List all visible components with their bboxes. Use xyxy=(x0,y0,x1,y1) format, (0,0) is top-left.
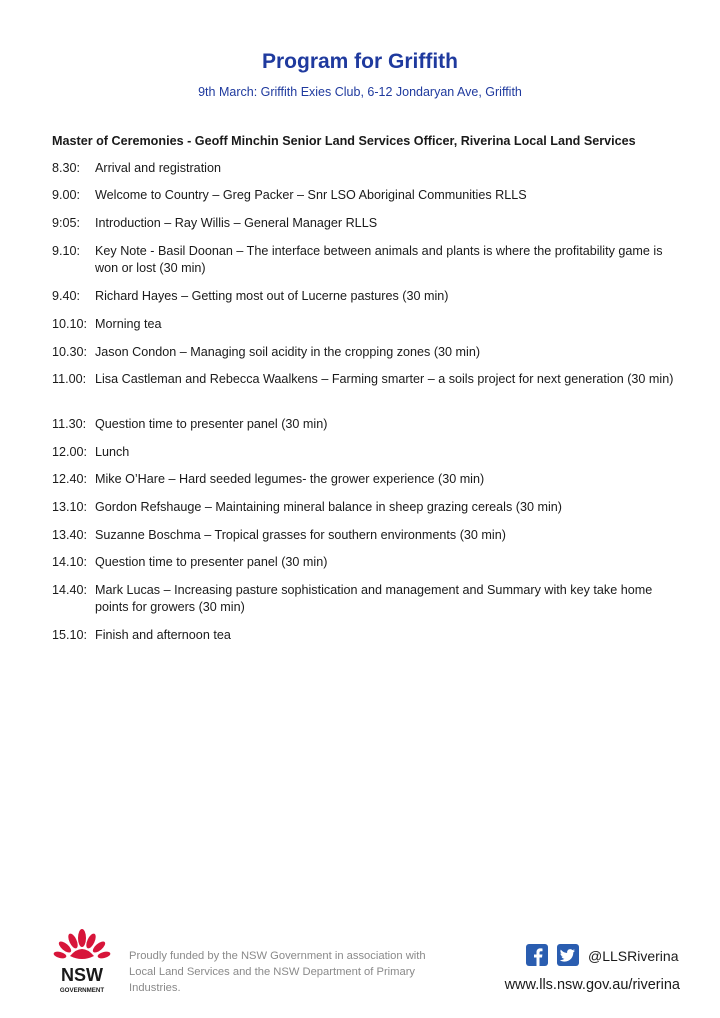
schedule-description: Question time to presenter panel (30 min) xyxy=(95,555,328,569)
government-logo-text: GOVERNMENT xyxy=(59,987,105,994)
schedule-time: 14.40: xyxy=(52,583,88,597)
schedule-time: 10.10: xyxy=(52,317,88,331)
schedule-description: Mike O’Hare – Hard seeded legumes- the grower experience (30 min) xyxy=(95,472,485,486)
schedule-time: 12.00: xyxy=(52,445,88,459)
schedule-time: 9:05: xyxy=(52,216,81,230)
website-link[interactable]: www.lls.nsw.gov.au/riverina xyxy=(504,977,680,993)
schedule-description: Lunch xyxy=(95,445,130,459)
schedule-description: Morning tea xyxy=(95,317,162,331)
schedule-description: Key Note - Basil Doonan – The interface between animals and plants is where the profitability game is won or lost (30 min) xyxy=(95,244,663,275)
facebook-glyph xyxy=(526,944,548,966)
master-of-ceremonies: Master of Ceremonies - Geoff Minchin Senior Land Services Officer, Riverina Local Land Services xyxy=(52,134,636,148)
schedule-time: 11.30: xyxy=(52,417,87,431)
schedule-description: Suzanne Boschma – Tropical grasses for southern environments (30 min) xyxy=(95,528,506,542)
waratah-flower-icon xyxy=(53,929,111,960)
twitter-icon[interactable] xyxy=(557,944,579,966)
event-details: 9th March: Griffith Exies Club, 6-12 Jondaryan Ave, Griffith xyxy=(198,85,522,99)
nsw-government-logo xyxy=(50,926,114,996)
schedule-time: 9.40: xyxy=(52,289,81,303)
schedule-description: Arrival and registration xyxy=(95,161,221,175)
schedule-time: 14.10: xyxy=(52,555,88,569)
twitter-glyph xyxy=(557,944,579,966)
schedule-time: 12.40: xyxy=(52,472,88,486)
schedule-time: 13.40: xyxy=(52,528,88,542)
schedule-description: Welcome to Country – Greg Packer – Snr LSO Aboriginal Communities RLLS xyxy=(95,188,527,202)
schedule-description: Jason Condon – Managing soil acidity in the cropping zones (30 min) xyxy=(95,345,481,359)
schedule-description: Lisa Castleman and Rebecca Waalkens – Farming smarter – a soils project for next generation (30 min) xyxy=(95,372,674,386)
schedule-time: 15.10: xyxy=(52,628,88,642)
schedule-description: Gordon Refshauge – Maintaining mineral balance in sheep grazing cereals (30 min) xyxy=(95,500,562,514)
schedule-description: Question time to presenter panel (30 min) xyxy=(95,417,328,431)
nsw-logo-text: NSW xyxy=(61,965,103,985)
schedule-description: Introduction – Ray Willis – General Manager RLLS xyxy=(95,216,378,230)
schedule-time: 11.00: xyxy=(52,372,87,386)
schedule-time: 9.00: xyxy=(52,188,81,202)
funding-note: Proudly funded by the NSW Government in association with Local Land Services and the NSW Department of Primary Industries. xyxy=(129,950,426,994)
schedule-description: Richard Hayes – Getting most out of Lucerne pastures (30 min) xyxy=(95,289,449,303)
schedule-time: 10.30: xyxy=(52,345,88,359)
schedule-description: Mark Lucas – Increasing pasture sophistication and management and Summary with key take home points for growers (30 min) xyxy=(95,583,653,614)
schedule-time: 9.10: xyxy=(52,244,81,258)
social-handle[interactable]: @LLSRiverina xyxy=(588,948,679,964)
facebook-icon[interactable] xyxy=(526,944,548,966)
page-title: Program for Griffith xyxy=(261,50,458,73)
schedule-description: Finish and afternoon tea xyxy=(95,628,231,642)
schedule-time: 13.10: xyxy=(52,500,88,514)
schedule-time: 8.30: xyxy=(52,161,81,175)
